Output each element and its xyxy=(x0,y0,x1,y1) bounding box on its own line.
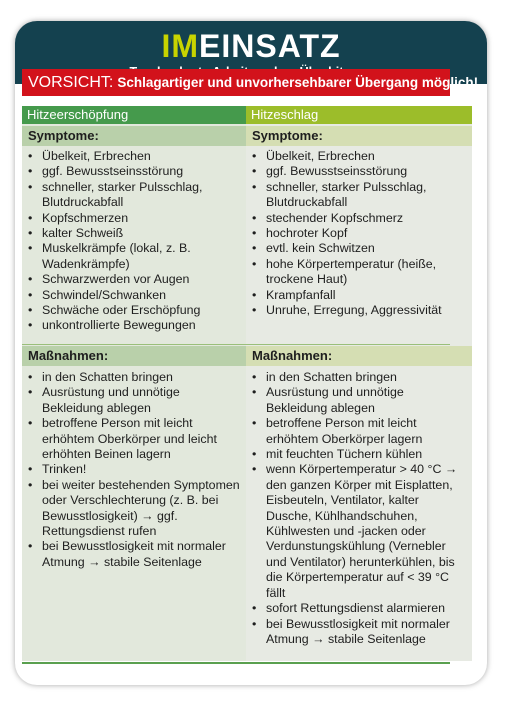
measures-heading: Maßnahmen: xyxy=(22,346,248,366)
list-item: • ggf. Bewusstseinsstörung xyxy=(266,164,466,179)
warning-banner xyxy=(22,69,479,96)
warning-text: Schlagartiger und unvorhersehbarer Übergang möglich! xyxy=(117,75,479,90)
list-item: • bei Bewusstlosigkeit mit normaler Atmung → stabile Seitenlage xyxy=(42,539,242,570)
logo-einsatz: EINSATZ xyxy=(199,28,341,64)
bottom-rule xyxy=(22,662,450,664)
list-item: • bei weiter bestehenden Symptomen oder Verschlechterung (z. B. bei Bewusstlosigkeit) → ggf. Rettungsdienst rufen xyxy=(42,478,242,540)
list-item: • in den Schatten bringen xyxy=(266,370,466,385)
list-item: • Schwäche oder Erschöpfung xyxy=(42,303,242,318)
measures-list xyxy=(246,370,472,647)
column-heat-stroke xyxy=(246,106,472,661)
list-item: • ggf. Bewusstseinsstörung xyxy=(42,164,242,179)
list-item: • Kopfschmerzen xyxy=(42,211,242,226)
list-item: • Schwindel/Schwanken xyxy=(42,288,242,303)
list-item: • mit feuchten Tüchern kühlen xyxy=(266,447,466,462)
list-item: • bei Bewusstlosigkeit mit normaler Atmung → stabile Seitenlage xyxy=(266,617,466,648)
list-item: • schneller, starker Pulsschlag, Blutdruckabfall xyxy=(266,180,466,211)
list-item: • wenn Körpertemperatur > 40 °C → den ganzen Körper mit Eisplatten, Eisbeuteln, Ventilator, kalter Dusche, Kühlhandschuhen, Kühlwesten und -jacken oder Verdunstungskühlung (Vernebler und Ventilator) herunterkühlen, bis die Körpertemperatur auf < 39 °C fällt xyxy=(266,462,466,601)
list-item: • Unruhe, Erregung, Aggressivität xyxy=(266,303,466,318)
list-item: • betroffene Person mit leicht erhöhtem Oberkörper lagern xyxy=(266,416,466,447)
column-title: Hitzeschlag xyxy=(246,106,472,124)
list-item: • Schwarzwerden vor Augen xyxy=(42,272,242,287)
list-item: • evtl. kein Schwitzen xyxy=(266,241,466,256)
list-item: • unkontrollierte Bewegungen xyxy=(42,318,242,333)
list-item: • hohe Körpertemperatur (heiße, trockene Haut) xyxy=(266,257,466,288)
warning-label: VORSICHT: xyxy=(28,74,114,91)
list-item: • Muskelkrämpfe (lokal, z. B. Wadenkrämpfe) xyxy=(42,241,242,272)
list-item: • Übelkeit, Erbrechen xyxy=(42,149,242,164)
measures-heading: Maßnahmen: xyxy=(246,346,472,366)
column-heat-exhaustion xyxy=(22,106,248,661)
column-title: Hitzeerschöpfung xyxy=(22,106,248,124)
list-item: • betroffene Person mit leicht erhöhtem Oberkörper und leicht erhöhten Beinen lagern xyxy=(42,416,242,462)
measures-list xyxy=(22,370,248,570)
symptoms-list xyxy=(246,149,472,318)
list-item: • sofort Rettungsdienst alarmieren xyxy=(266,601,466,616)
list-item: • kalter Schweiß xyxy=(42,226,242,241)
symptoms-heading: Symptome: xyxy=(22,126,248,146)
logo xyxy=(15,29,487,63)
symptoms-list xyxy=(22,149,248,334)
list-item: • stechender Kopfschmerz xyxy=(266,211,466,226)
list-item: • schneller, starker Pulsschlag, Blutdruckabfall xyxy=(42,180,242,211)
list-item: • Trinken! xyxy=(42,462,242,477)
list-item: • Übelkeit, Erbrechen xyxy=(266,149,466,164)
section-divider xyxy=(22,344,450,345)
list-item: • Ausrüstung und unnötige Bekleidung ablegen xyxy=(266,385,466,416)
list-item: • in den Schatten bringen xyxy=(42,370,242,385)
list-item: • hochroter Kopf xyxy=(266,226,466,241)
list-item: • Ausrüstung und unnötige Bekleidung ablegen xyxy=(42,385,242,416)
logo-im: IM xyxy=(161,28,200,64)
symptoms-heading: Symptome: xyxy=(246,126,472,146)
list-item: • Krampfanfall xyxy=(266,288,466,303)
